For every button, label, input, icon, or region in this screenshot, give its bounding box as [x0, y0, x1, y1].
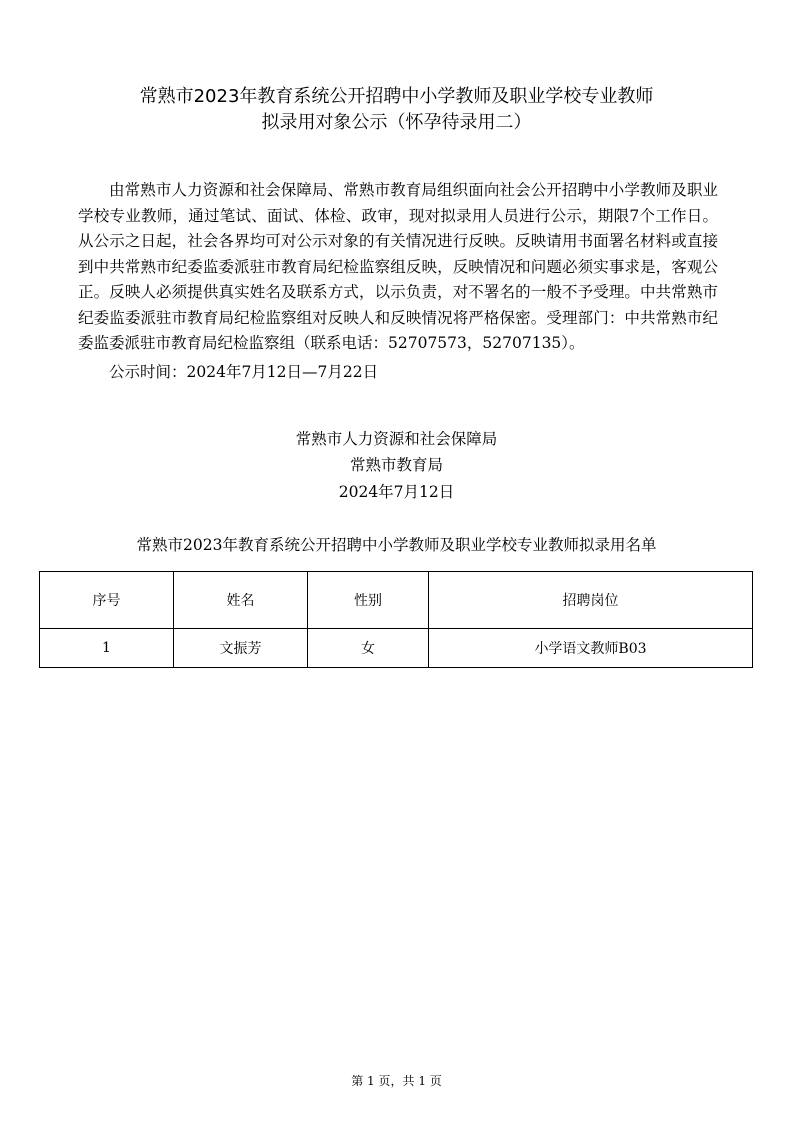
announcement-body — [78, 178, 718, 357]
table-header-row — [40, 572, 753, 629]
header-name: 姓名 — [174, 572, 308, 629]
announcement-paragraph: 由常熟市人力资源和社会保障局、常熟市教育局组织面向社会公开招聘中小学教师及职业学校专业教师，通过笔试、面试、体检、政审，现对拟录用人员进行公示，期限7个工作日。从公示之日起，社会各界均可对公示对象的有关情况进行反映。反映请用书面署名材料或直接到中共常熟市纪委监委派驻市教育局纪检监察组反映，反映情况和问题必须实事求是，客观公正。反映人必须提供真实姓名及联系方式，以示负责，对不署名的一般不予受理。中共常熟市纪委监委派驻市教育局纪检监察组对反映人和反映情况将严格保密。受理部门：中共常熟市纪委监委派驻市教育局纪检监察组（联系电话：52707573，52707135）。 — [78, 181, 718, 352]
cell-name: 文振芳 — [174, 629, 308, 668]
cell-gender: 女 — [308, 629, 429, 668]
table-row — [40, 629, 753, 668]
publish-time: 公示时间：2024年7月12日—7月22日 — [109, 363, 379, 381]
header-index: 序号 — [40, 572, 174, 629]
header-gender: 性别 — [308, 572, 429, 629]
signature-org-hr: 常熟市人力资源和社会保障局 — [295, 430, 498, 448]
signature-org-education: 常熟市教育局 — [349, 456, 443, 474]
cell-position: 小学语文教师B03 — [429, 629, 753, 668]
cell-index: 1 — [40, 629, 174, 668]
document-title-line-1: 常熟市2023年教育系统公开招聘中小学教师及职业学校专业教师 — [139, 86, 654, 107]
document-title-line-2: 拟录用对象公示（怀孕待录用二） — [261, 112, 532, 133]
recruitment-table — [39, 571, 753, 668]
signature-date: 2024年7月12日 — [338, 483, 455, 501]
header-position: 招聘岗位 — [429, 572, 753, 629]
page-number-footer: 第 1 页，共 1 页 — [351, 1074, 442, 1088]
table-title: 常熟市2023年教育系统公开招聘中小学教师及职业学校专业教师拟录用名单 — [136, 536, 657, 554]
